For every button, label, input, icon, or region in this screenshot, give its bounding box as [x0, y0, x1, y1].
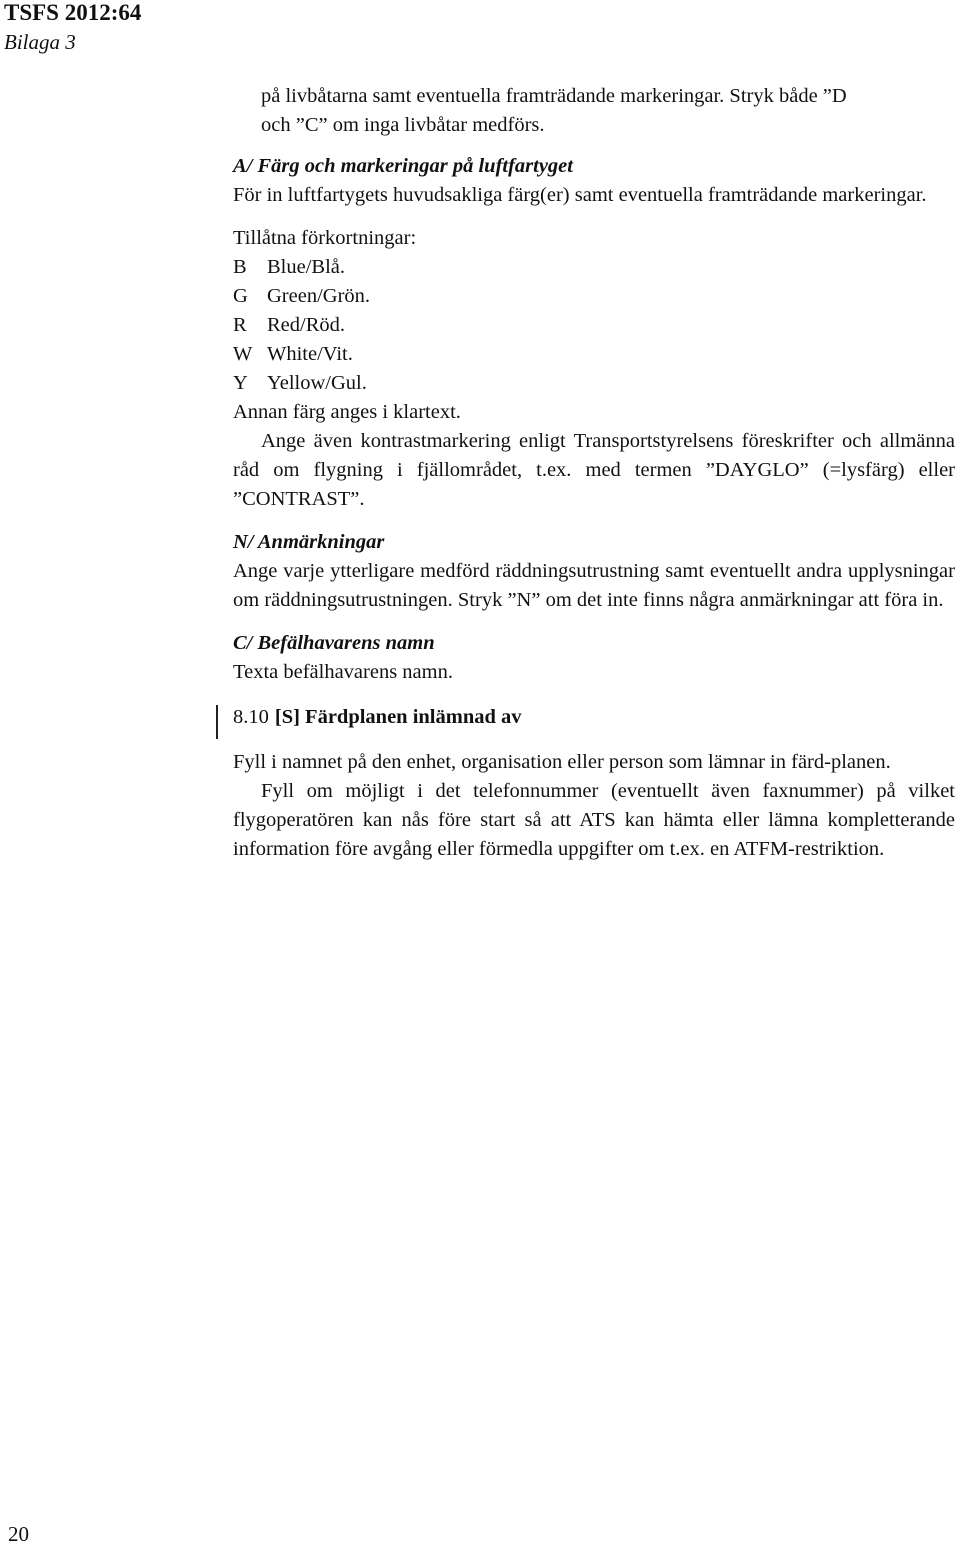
intro-line-2: och ”C” om inga livbåtar medförs.	[261, 114, 545, 136]
other-color-note: Annan färg anges i klartext.	[233, 401, 461, 423]
abbreviation-code: B	[233, 256, 247, 278]
abbreviation-item	[233, 282, 955, 311]
contrast-marking-note: Ange även kontrastmarkering enligt Transportstyrelsens föreskrifter och allmänna råd om flygning i fjällområdet, t.ex. med termen ”DAYGLO” (=lysfärg) eller ”CONTRAST”.	[233, 430, 955, 510]
section-a-body: För in luftfartygets huvudsakliga färg(er) samt eventuella framträdande markeringar.	[233, 184, 927, 206]
abbreviation-code: G	[233, 285, 248, 307]
abbreviation-code: Y	[233, 372, 248, 394]
section-a-heading: A/ Färg och markeringar på luftfartyget	[233, 155, 573, 177]
section-n-body: Ange varje ytterligare medförd räddningsutrustning samt eventuellt andra upplysningar om räddningsutrustningen. Stryk ”N” om det inte finns några anmärkningar att föra in.	[233, 560, 955, 611]
section-8-10-paragraph-1: Fyll i namnet på den enhet, organisation eller person som lämnar in färd-planen.	[233, 751, 891, 773]
appendix-label: Bilaga 3	[4, 30, 76, 54]
page-body	[233, 82, 955, 864]
section-c-body: Texta befälhavarens namn.	[233, 661, 453, 683]
abbreviation-item	[233, 311, 955, 340]
abbreviation-code: R	[233, 314, 247, 336]
section-c-heading: C/ Befälhavarens namn	[233, 632, 435, 654]
abbreviations-title: Tillåtna förkortningar:	[233, 227, 417, 249]
abbreviation-item	[233, 340, 955, 369]
abbreviation-item	[233, 369, 955, 398]
abbreviation-label: Yellow/Gul.	[267, 372, 367, 394]
abbreviation-label: Red/Röd.	[267, 314, 346, 336]
page-number: 20	[8, 1522, 29, 1546]
abbreviation-item	[233, 253, 955, 282]
section-n-heading: N/ Anmärkningar	[233, 531, 385, 553]
abbreviation-label: Green/Grön.	[267, 285, 371, 307]
document-id: TSFS 2012:64	[4, 0, 142, 25]
section-8-10-heading	[233, 703, 955, 732]
intro-line-1: på livbåtarna samt eventuella framträdande markeringar. Stryk både ”D	[261, 85, 847, 107]
revision-bar	[216, 705, 218, 739]
abbreviation-label: White/Vit.	[267, 343, 353, 365]
section-8-10-paragraph-2: Fyll om möjligt i det telefonnummer (eventuellt även faxnummer) på vilket flygoperatören kan nås före start så att ATS kan hämta eller lämna kompletterande information före avgång eller förmedla uppgifter om t.ex. en ATFM-restriktion.	[233, 780, 955, 860]
abbreviation-label: Blue/Blå.	[267, 256, 346, 278]
abbreviation-code: W	[233, 343, 253, 365]
section-title: [S] Färdplanen inlämnad av	[274, 706, 522, 728]
section-number: 8.10	[233, 706, 269, 728]
